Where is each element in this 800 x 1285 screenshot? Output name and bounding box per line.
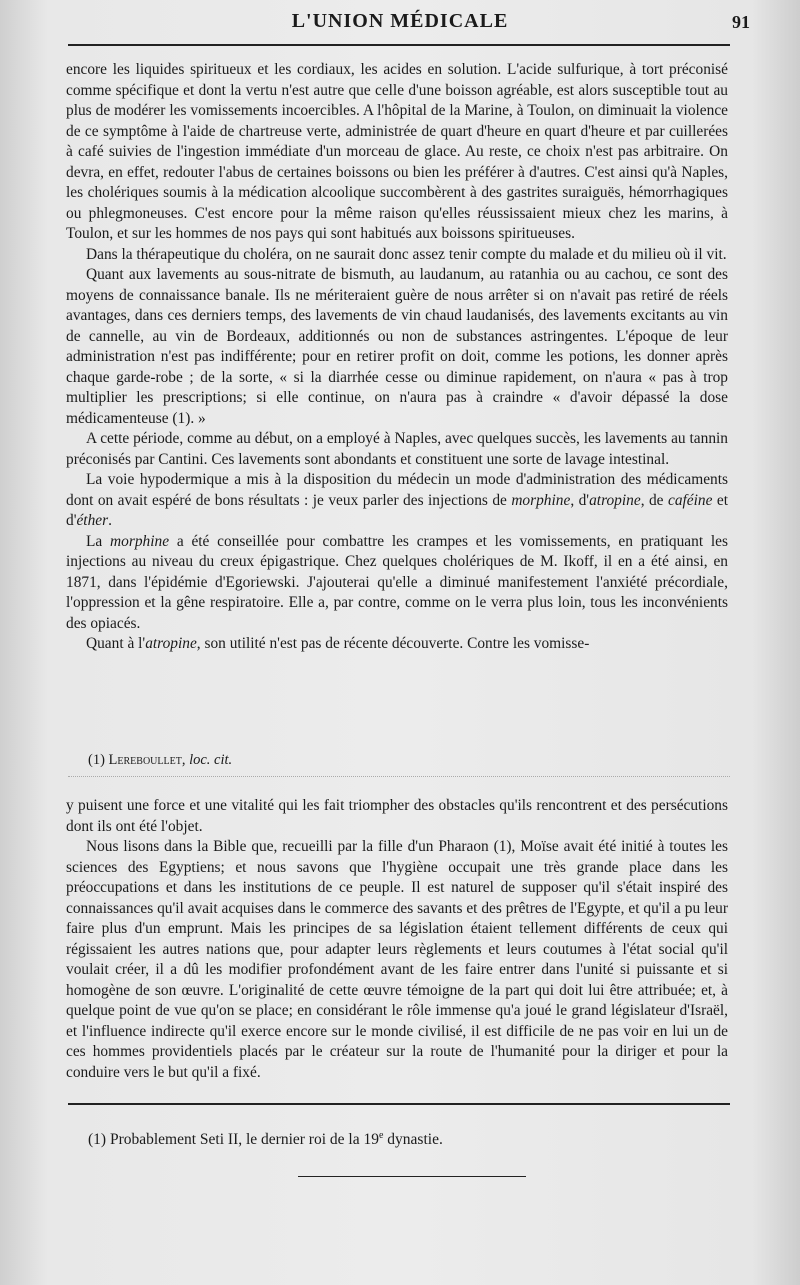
term-cafeine: caféine: [667, 491, 713, 509]
hypodermic-text: La voie hypodermique a mis à la disposition du médecin un mode d'administration des médicaments dont on avait espéré de bons résultats : je veux parler des injections de: [66, 471, 728, 509]
header-rule: [68, 44, 730, 46]
page-number: 91: [732, 12, 750, 32]
footnote-rule: [68, 1103, 730, 1105]
running-head: [0, 10, 800, 38]
paragraph-spirits: encore les liquides spiritueux et les cordiaux, les acides en solution. L'acide sulfurique, à tort préconisé comme spécifique et dont la vertu n'est autre que celle d'une boisson agréable, est alors susceptible tout au plus de modérer les vomissements incoercibles. A l'hôpital de la Marine, à Toulon, on diminuait la violence de ce symptôme à l'aide de chartreuse verte, administrée de quart d'heure en quart d'heure et par cuillerées à café suivies de l'ingestion immédiate d'un morceau de glace. Au reste, ce choix n'est pas arbitraire. On devra, en effet, redouter l'abus de certaines boissons ou bien les préférer à d'autres. C'est ainsi qu'à Naples, les cholériques soumis à la médication alcoolique succombèrent à des gastrites suraiguës, hémorrhagiques ou phlegmoneuses. C'est encore pour la même raison qu'elles réussissaient mieux chez les marins, à Toulon, et sur les hommes de nos pays qui sont habitués aux boissons spiritueuses.: [66, 61, 728, 242]
running-title: L'UNION MÉDICALE: [291, 10, 509, 32]
paragraph-lavements: Quant aux lavements au sous-nitrate de bismuth, au laudanum, au ratanhia ou au cachou, ce sont des moyens de connaissance banale. Ils ne mériteraient guère de nous arrêter si on n'avait pas retiré de réels avantages, dans ces derniers temps, des lavements de vin chaud laudanisés, des lavements excitants au vin de cannelle, au vin de Bordeaux, additionnés ou non de substances astringentes. L'époque de leur administration n'est pas indifférente; pour en retirer profit on doit, comme les potions, les donner après chaque garde-robe ; de la sorte, « si la diarrhée cesse ou diminue rapidement, on n'aura « pas à trop multiplier les prescriptions; si elle continue, on n'aura pas à craindre « d'avoir dépassé la dose médicamenteuse (1). »: [66, 266, 728, 427]
footnote-author: Lereboullet: [108, 752, 182, 768]
footnote-seti: [88, 1127, 443, 1149]
paragraph-moses: Nous lisons dans la Bible que, recueilli par la fille d'un Pharaon (1), Moïse avait été initié à toutes les sciences des Egyptiens; et nous savons que l'hygiène occupait une très grande place dans les préoccupations et dans les institutions de ce peuple. Il est naturel de supposer qu'il s'était inspiré des connaissances qu'il avait acquises dans le commerce des savants et des prêtres de l'Egypte, et qu'il a pu leur faire plus d'un emprunt. Mais les principes de sa législation étaient tellement différents de ceux qui régissaient les autres nations que, pour adapter leurs règlements et leurs coutumes à l'état social qu'il voulait créer, il a dû les modifier profondément avant de les faire entrer dans l'unité si puissante et si homogène de son œuvre. L'originalité de cette œuvre témoigne de la part qui doit lui être attribuée; et, à quelque point de vue qu'on se place; en considérant le rôle immense qu'a joué le grand législateur d'Israël, et l'influence indirecte qu'il exerce encore sur le monde civilisé, il est difficile de ne pas voir en lui un de ces hommes providentiels placés par le créateur sur la route de l'humanité pour la diriger et pour la conduire vers le but qu'il a fixé.: [66, 838, 728, 1081]
morphine-text: a été conseillée pour combattre les crampes et les vomissements, en pratiquant les injections au niveau du creux épigastrique. Chez quelques cholériques de M. Ikoff, il en a été ainsi, en 1871, dans l'épidémie d'Egoriewski. J'ajouterai qu'elle a diminué manifestement l'anxiété précordiale, l'oppression et la gêne respiratoire. Elle a, par contre, comme on le verra plus loin, tous les inconvénients des opiacés.: [66, 532, 728, 632]
paragraph-vitality: y puisent une force et une vitalité qui les fait triompher des obstacles qu'ils rencontrent et des persécutions dont ils ont été l'objet.: [66, 797, 728, 835]
term-ether: éther: [76, 512, 109, 529]
term-morphine: morphine: [511, 491, 571, 509]
separator: , de: [640, 491, 668, 509]
paragraph-atropine: [66, 634, 728, 655]
article-upper: [66, 60, 728, 655]
term-atropine: atropine: [145, 635, 197, 652]
paragraph-therapeutics: Dans la thérapeutique du choléra, on ne saurait donc assez tenir compte du malade et du milieu où il vit.: [86, 245, 727, 263]
footnote-lereboullet: (1) Lereboullet, loc. cit.: [88, 752, 233, 768]
paragraph-morphine: [66, 532, 728, 635]
footnote-superscript: e: [378, 1130, 384, 1141]
period: .: [108, 512, 112, 529]
separator: et d': [66, 491, 728, 529]
paragraph-tannin: A cette période, comme au début, on a employé à Naples, avec quelques succès, les lavements au tannin préconisés par Cantini. Ces lavements sont abondants et constituent une sorte de lavage intestinal.: [66, 430, 728, 468]
paragraph-hypodermic: [66, 470, 728, 532]
section-divider: [68, 776, 730, 777]
term-morphine: morphine: [110, 532, 170, 550]
article-lower: [66, 796, 728, 1083]
atropine-text: , son utilité n'est pas de récente découverte. Contre les vomisse-: [196, 635, 590, 652]
footnote-marker: (1): [88, 752, 105, 768]
footnote-reference: loc. cit.: [189, 752, 233, 768]
separator: , d': [570, 491, 590, 509]
footnote-text: Probablement Seti II, le dernier roi de la 19: [109, 1131, 379, 1149]
footnote-text-end: dynastie.: [383, 1131, 443, 1149]
term-atropine: atropine: [589, 491, 641, 509]
morphine-lead: La: [86, 532, 111, 550]
atropine-lead: Quant à l': [86, 635, 146, 652]
footnote-marker: (1): [88, 1131, 107, 1149]
closing-rule: [298, 1176, 526, 1177]
